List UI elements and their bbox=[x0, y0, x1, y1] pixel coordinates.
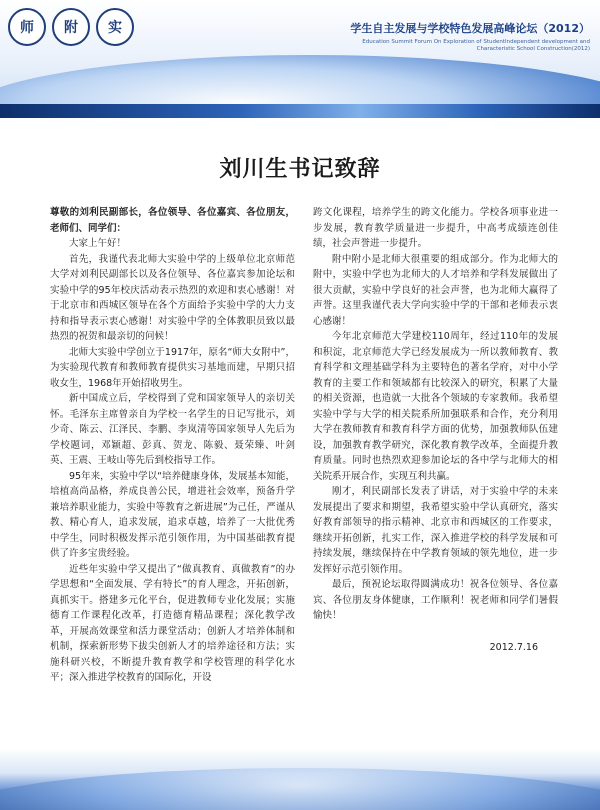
header-banner bbox=[0, 0, 600, 118]
paragraph: 最后，预祝论坛取得圆满成功！祝各位领导、各位嘉宾、各位朋友身体健康，工作顺利！祝老师和同学们暑假愉快！ bbox=[313, 579, 558, 621]
paragraph: 刚才，利民副部长发表了讲话，对于实验中学的未来发展提出了要求和期望，我希望实验中学认真研究，落实好教育部领导的指示精神、北京市和西城区的工作要求，继续开拓创新，扎实工作，深入推进学校的科学发展和可持续发展，继续保持在中学教育领域的领先地位，进一步发挥好示范引领作用。 bbox=[313, 486, 558, 575]
school-logo-2: 附 bbox=[52, 8, 90, 46]
paragraph: 首先，我谨代表北师大实验中学的上级单位北京师范大学对刘利民副部长以及各位领导、各位嘉宾参加论坛和实验中学的95年校庆活动表示热烈的欢迎和衷心感谢！对于北京市和西城区领导在各个方面给予实验中学的大力支持和指导表示衷心感谢！对实验中学的全体教职员致以最热烈的祝贺和最亲切的问候！ bbox=[50, 253, 295, 342]
logo-group bbox=[8, 8, 134, 46]
paragraph: 大家上午好！ bbox=[69, 238, 127, 249]
school-logo-1: 师 bbox=[8, 8, 46, 46]
paragraph: 95年来，实验中学以“培养健康身体，发展基本知能，培植高尚品格，养成良善公民，增进社会效率，预备升学兼培养职业能力，实验中等教育之新进展”为己任，严谨从教、精心育人，追求发展，追求卓越，培养了一大批优秀中学生，同时积极发挥示范引领作用，为中国基础教育提供了许多宝贵经验。 bbox=[50, 470, 296, 559]
page-title: 刘川生书记致辞 bbox=[219, 156, 381, 182]
banner-bar bbox=[0, 104, 600, 118]
footer-wave bbox=[0, 768, 600, 810]
forum-title bbox=[330, 20, 590, 54]
date: 2012.7.16 bbox=[489, 641, 538, 653]
forum-title-cn: 学生自主发展与学校特色发展高峰论坛（2012） bbox=[350, 22, 590, 35]
paragraph: 今年北京师范大学建校110周年，经过110年的发展和积淀，北京师范大学已经发展成为一所以教师教育、教育科学和文理基础学科为主要特色的著名学府，对中小学教育的主要工作和领域都有比较深入的研究，积累了大量的相关资源，也造就一大批各个领域的专家教师。我希望实验中学与大学的相关院系所加强联系和合作，充分利用大学在教师教育和教育科学方面的优势，加强教师队伍建设，加强教育教学研究，深化教育教学改革，全面提升教育质量。同时也热烈欢迎参加论坛的各中学与北师大的相关院系开展合作，实现互利共赢。 bbox=[313, 331, 558, 482]
footer-banner bbox=[0, 748, 600, 810]
paragraph: 跨文化课程，培养学生的跨文化能力。学校各项事业进一步发展，教育教学质量进一步提升，中高考成绩连创佳绩，社会声誉进一步提升。 bbox=[313, 207, 558, 249]
right-column bbox=[313, 205, 558, 655]
salutation: 尊敬的刘利民副部长，各位领导、各位嘉宾、各位朋友，老师们、同学们： bbox=[50, 207, 295, 234]
paragraph: 近些年实验中学又提出了“做真教育、真做教育”的办学思想和“全面发展、学有特长”的育人理念，开拓创新，真抓实干。搭建多元化平台，促进教师专业化发展；实施德育工作课程化改革，打造德育精品课程；深化教学改革，开展高效课堂和活力课堂活动；创新人才培养体制和机制，探索新形势下拔尖创新人才的培养途径和方法；实施科研兴校，不断提升教育教学和学校管理的科学化水平；深入推进学校教育的国际化，开设 bbox=[50, 563, 295, 683]
paragraph: 新中国成立后，学校得到了党和国家领导人的亲切关怀。毛泽东主席曾亲自为学校一名学生的日记写批示，刘少奇、陈云、江泽民、李鹏、李岚清等国家领导人先后为学校题词，邓颖超、彭真、贺龙、陈毅、聂荣臻、叶剑英、王震、王岐山等先后到校指导工作。 bbox=[50, 393, 295, 466]
forum-title-en: Education Summit Forum On Exploration of StudentIndependent development and Characteristic School Construction(2012) bbox=[362, 39, 590, 53]
paragraph: 北师大实验中学创立于1917年，原名“师大女附中”，为实验现代教育和教师教育提供实习基地而建，早期只招收女生，1968年开始招收男生。 bbox=[50, 346, 295, 389]
left-column bbox=[50, 205, 295, 686]
paragraph: 附中附小是北师大很重要的组成部分。作为北师大的附中，实验中学也为北师大的人才培养和学科发展做出了很大贡献，实验中学良好的社会声誉，也为北师大赢得了声誉。这里我谨代表大学向实验中学的干部和老师表示衷心感谢！ bbox=[313, 253, 558, 327]
school-logo-3: 实 bbox=[96, 8, 134, 46]
